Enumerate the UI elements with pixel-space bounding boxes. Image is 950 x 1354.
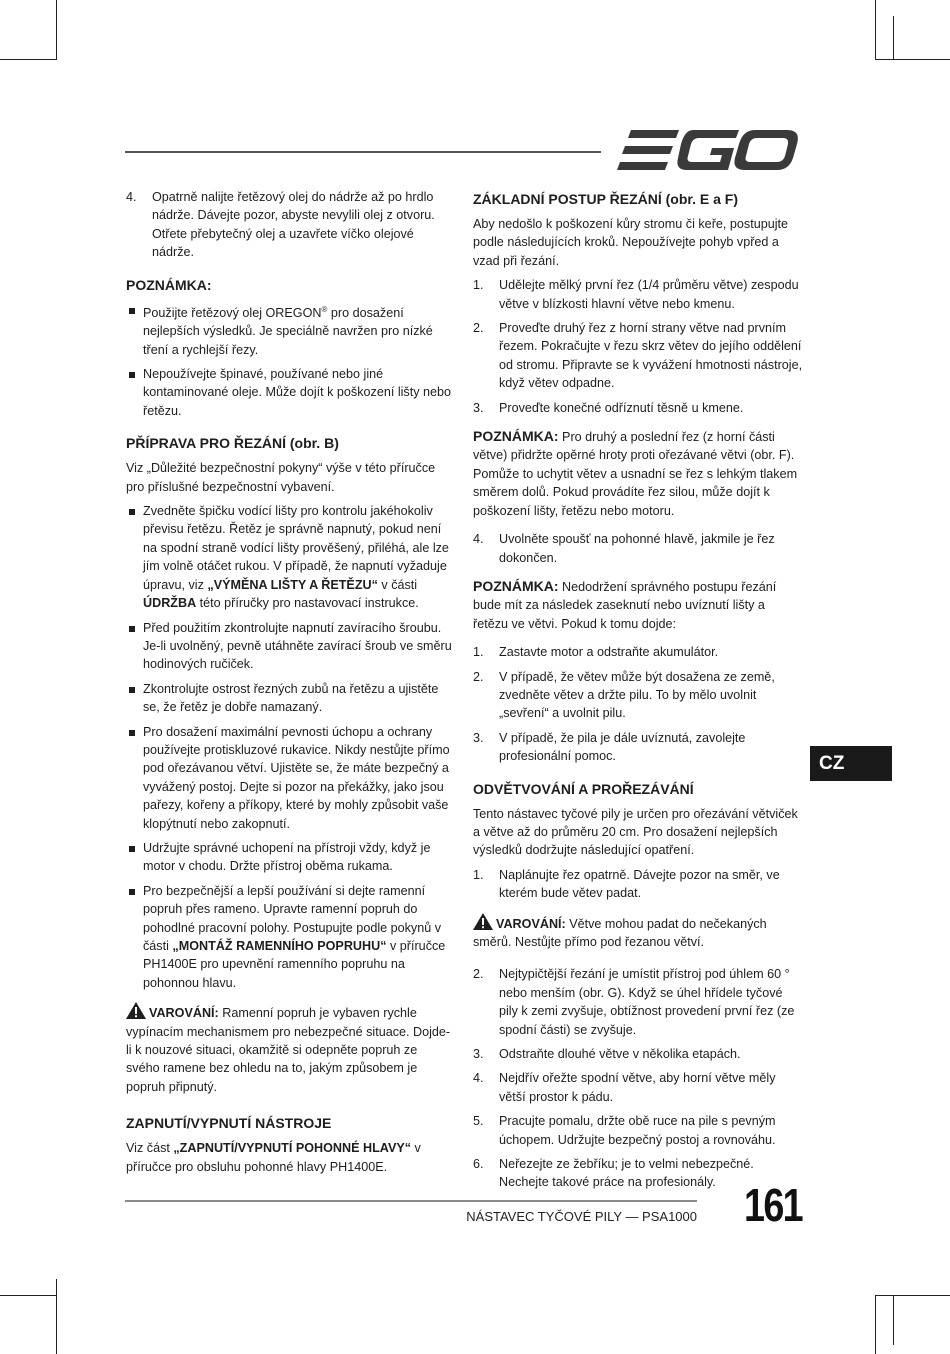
list-item bbox=[473, 866, 803, 903]
list-item bbox=[473, 668, 803, 723]
item-text: v části bbox=[377, 577, 418, 592]
section-intro: Tento nástavec tyčové pily je určen pro ořezávání větviček a větve až do průměru 20 cm. Pro dosažení nejlepších výsledků dodržujte následující opatření. bbox=[473, 806, 798, 858]
list-item bbox=[473, 965, 803, 1039]
cross-reference: „VÝMĚNA LIŠTY A ŘETĚZU“ bbox=[207, 577, 378, 592]
bullet-square-icon bbox=[129, 730, 135, 736]
item-text: Před použitím zkontrolujte napnutí zavíracího šroubu. Je-li uvolněný, pevně utáhněte zavírací šroub ve směru hodinových ručiček. bbox=[143, 620, 452, 672]
item-text: Pracujte pomalu, držte obě ruce na pile s pevným úchopem. Udržujte bezpečný postoj a rovnováhu. bbox=[499, 1114, 776, 1147]
right-column bbox=[473, 188, 803, 1198]
list-item bbox=[126, 839, 454, 876]
warning-text: Větve mohou padat do nečekaných směrů. Nestůjte přímo pod řezanou větví. bbox=[473, 916, 767, 949]
item-text: Pro dosažení maximální pevnosti úchopu a ochrany používejte protiskluzové rukavice. Nikdy nestůjte přímo pod ořezávanou větví. Ujistěte se, že máte bezpečný a vyvážený postoj. Dejte si pozor na překážky, jako jsou pařezy, kořeny a příkopy, které by mohly způsobit vaše klopýtnutí nebo zakopnutí. bbox=[143, 724, 450, 831]
note-label: POZNÁMKA: bbox=[473, 428, 559, 445]
list-item bbox=[473, 729, 803, 766]
list-item bbox=[473, 643, 803, 661]
list-item bbox=[126, 680, 454, 717]
section-heading: PŘÍPRAVA PRO ŘEZÁNÍ (obr. B) bbox=[126, 435, 339, 452]
bullet-square-icon bbox=[129, 308, 135, 314]
list-item bbox=[126, 882, 454, 992]
warning-label: VAROVÁNÍ: bbox=[149, 1006, 219, 1021]
page-number: 161 bbox=[744, 1179, 803, 1231]
item-number: 3. bbox=[473, 730, 484, 745]
warning-text: Ramenní popruh je vybaven rychle vypínacím mechanismem pro nebezpečné situace. Dojde-li k nouzové situaci, okamžitě si odepněte popruh ze svého ramene bez ohledu na to, jakým způsobem je popruh připnutý. bbox=[126, 1006, 451, 1094]
note-text: Nedodržení správného postupu řezání bude mít za následek zaseknutí nebo uvíznutí lišty a řetězu ve větvi. Pokud k tomu dojde: bbox=[473, 579, 777, 631]
item-text: Opatrně nalijte řetězový olej do nádrže až po hrdlo nádrže. Dávejte pozor, abyste nevylili olej z otvoru. Otřete přebytečný olej a uzavřete víčko olejové nádrže. bbox=[152, 190, 435, 260]
list-item bbox=[126, 301, 454, 359]
item-text: Zkontrolujte ostrost řezných zubů na řetězu a ujistěte se, že řetěz je dobře namazaný. bbox=[143, 681, 439, 715]
item-text: Zastavte motor a odstraňte akumulátor. bbox=[499, 645, 719, 660]
item-text: Naplánujte řez opatrně. Dávejte pozor na směr, ve kterém bude větev padat. bbox=[499, 867, 780, 901]
list-item bbox=[126, 502, 454, 612]
item-text: Neřezejte ze žebříku; je to velmi nebezpečné. Nechejte takové práce na profesionály. bbox=[499, 1157, 754, 1190]
crop-mark bbox=[56, 1279, 57, 1354]
warning-triangle-icon bbox=[473, 913, 493, 930]
item-text: Nejtypičtější řezání je umístit přístroj pod úhlem 60 ° nebo menším (obr. G). Když se úhel hřídele tyčové pily k zemi zvyšuje, obtížnost provedení první řez (ze spodní části) se zvyšuje. bbox=[499, 967, 795, 1037]
cross-reference: ÚDRŽBA bbox=[143, 596, 197, 611]
warning-triangle-icon bbox=[126, 1002, 146, 1019]
list-item bbox=[126, 188, 454, 262]
item-text: Nejdřív ořežte spodní větve, aby horní větve měly větší prostor k pádu. bbox=[499, 1071, 776, 1104]
registered-mark: ® bbox=[321, 304, 328, 314]
bullet-square-icon bbox=[129, 846, 135, 852]
item-text: Proveďte konečné odříznutí těsně u kmene. bbox=[499, 400, 744, 415]
warning-block bbox=[473, 913, 803, 952]
item-number: 4. bbox=[473, 1071, 484, 1086]
section-heading: ZAPNUTÍ/VYPNUTÍ NÁSTROJE bbox=[126, 1115, 332, 1132]
warning-block bbox=[126, 1002, 454, 1096]
list-item bbox=[126, 365, 454, 420]
crop-mark bbox=[0, 59, 57, 60]
note-label: POZNÁMKA: bbox=[473, 577, 559, 594]
list-item bbox=[473, 399, 803, 417]
item-text: Uvolněte spoušť na pohonné hlavě, jakmile je řez dokončen. bbox=[499, 532, 775, 565]
item-number: 4. bbox=[126, 190, 137, 204]
item-number: 3. bbox=[473, 1047, 484, 1062]
bullet-square-icon bbox=[129, 372, 135, 378]
item-text: Použijte řetězový olej OREGON bbox=[143, 305, 322, 320]
list-item bbox=[473, 1112, 803, 1149]
cross-reference: „MONTÁŽ RAMENNÍHO POPRUHU“ bbox=[172, 939, 387, 953]
section-body bbox=[126, 1139, 454, 1176]
section-heading: ODVĚTVOVÁNÍ A PROŘEZÁVÁNÍ bbox=[473, 780, 694, 797]
item-text: v příručce PH1400E pro upevnění ramenního popruhu na pohonnou hlavu. bbox=[143, 939, 446, 990]
item-text: pro dosažení nejlepších výsledků. Je speciálně navržen pro nízké tření a rychlejší řezy. bbox=[143, 305, 433, 357]
footer-rule bbox=[125, 1200, 697, 1202]
item-text: V případě, že větev může být dosažena ze země, zvedněte větev a držte pilu. To by mělo uvolnit „sevření“ a uvolnit pilu. bbox=[499, 669, 775, 721]
item-text: Zvedněte špičku vodící lišty pro kontrolu jakéhokoliv převisu řetězu. Řetěz je správně napnutý, pokud není na spodní straně vodící lišty prověšený, přiléhá, ale lze jím volně otáčet rukou. V případě, že napnutí vyžaduje úpravu, viz bbox=[143, 504, 449, 592]
section-intro: Aby nedošlo k poškození kůry stromu či keře, postupujte podle následujících kroků. Nepoužívejte pohyb vpřed a vzad při řezání. bbox=[473, 217, 789, 268]
bullet-square-icon bbox=[129, 889, 135, 895]
crop-mark bbox=[875, 59, 950, 60]
footer-title: NÁSTAVEC TYČOVÉ PILY — PSA1000 bbox=[466, 1209, 697, 1224]
crop-mark bbox=[875, 1295, 950, 1296]
item-text: Proveďte druhý řez z horní strany větve nad prvním řezem. Pokračujte v řezu skrz větev do jejího oddělení od stromu. Připravte se k vyvážení hmotnosti nástroje, když větev odpadne. bbox=[499, 321, 803, 391]
list-item bbox=[473, 1045, 803, 1063]
crop-mark bbox=[875, 0, 876, 60]
item-text: Pro bezpečnější a lepší používání si dejte ramenní popruh přes rameno. Upravte ramenní popruh do pohodlné pracovní polohy. Postupujte podle pokynů v části bbox=[143, 883, 442, 953]
body-text: Viz část bbox=[126, 1141, 174, 1156]
warning-label: VAROVÁNÍ: bbox=[496, 916, 566, 931]
note-heading: POZNÁMKA: bbox=[126, 276, 212, 293]
ego-logo bbox=[617, 130, 799, 172]
item-text: V případě, že pila je dále uvíznutá, zavolejte profesionální pomoc. bbox=[499, 730, 746, 764]
list-item bbox=[126, 619, 454, 674]
item-number: 1. bbox=[473, 278, 484, 293]
bullet-square-icon bbox=[129, 626, 135, 632]
item-number: 5. bbox=[473, 1114, 484, 1129]
item-number: 4. bbox=[473, 532, 484, 547]
crop-mark bbox=[875, 1295, 876, 1354]
crop-mark bbox=[893, 1295, 894, 1345]
crop-mark bbox=[0, 1295, 57, 1296]
section-intro: Viz „Důležité bezpečnostní pokyny“ výše v této příručce pro příslušné bezpečnostní vybavení. bbox=[126, 461, 436, 494]
item-number: 1. bbox=[473, 867, 484, 882]
item-text: Udržujte správné uchopení na přístroji vždy, když je motor v chodu. Držte přístroj oběma rukama. bbox=[143, 840, 431, 874]
bullet-square-icon bbox=[129, 687, 135, 693]
note-block bbox=[473, 577, 803, 633]
item-text: této příručky pro nastavovací instrukce. bbox=[196, 596, 419, 611]
left-column bbox=[126, 188, 454, 1182]
list-item bbox=[126, 723, 454, 833]
body-text: v příručce pro obsluhu pohonné hlavy PH1400E. bbox=[126, 1141, 421, 1174]
item-text: Nepoužívejte špinavé, používané nebo jiné kontaminované oleje. Může dojít k poškození lišty nebo řetězu. bbox=[143, 367, 452, 418]
item-number: 2. bbox=[473, 669, 484, 684]
item-text: Odstraňte dlouhé větve v několika etapách. bbox=[499, 1047, 741, 1062]
cross-reference: „ZAPNUTÍ/VYPNUTÍ POHONNÉ HLAVY“ bbox=[173, 1141, 412, 1156]
list-item bbox=[473, 276, 803, 313]
item-number: 2. bbox=[473, 321, 484, 336]
section-heading: ZÁKLADNÍ POSTUP ŘEZÁNÍ (obr. E a F) bbox=[473, 191, 738, 207]
item-number: 6. bbox=[473, 1157, 484, 1172]
language-tab: CZ bbox=[810, 746, 892, 781]
list-item bbox=[473, 319, 803, 393]
note-block bbox=[473, 427, 803, 520]
item-number: 2. bbox=[473, 967, 484, 982]
list-item bbox=[473, 1069, 803, 1106]
item-text: Udělejte mělký první řez (1/4 průměru větve) zespodu větve v blízkosti hlavní větve nebo kmenu. bbox=[499, 278, 799, 311]
item-number: 1. bbox=[473, 645, 484, 660]
crop-mark bbox=[56, 0, 57, 60]
list-item bbox=[473, 530, 803, 567]
note-text: Pro druhý a poslední řez (z horní části větve) přidržte opěrné hroty proti ořezávané větvi (obr. F). Pomůže to uchytit větev a usnadní se řez s lehkým tlakem směrem dolů. Pokud provádíte řez silou, může dojít k poškození lišty, řetězu nebo motoru. bbox=[473, 430, 798, 518]
crop-mark bbox=[893, 16, 894, 60]
item-number: 3. bbox=[473, 400, 484, 415]
bullet-square-icon bbox=[129, 509, 135, 515]
header-rule bbox=[125, 151, 601, 153]
